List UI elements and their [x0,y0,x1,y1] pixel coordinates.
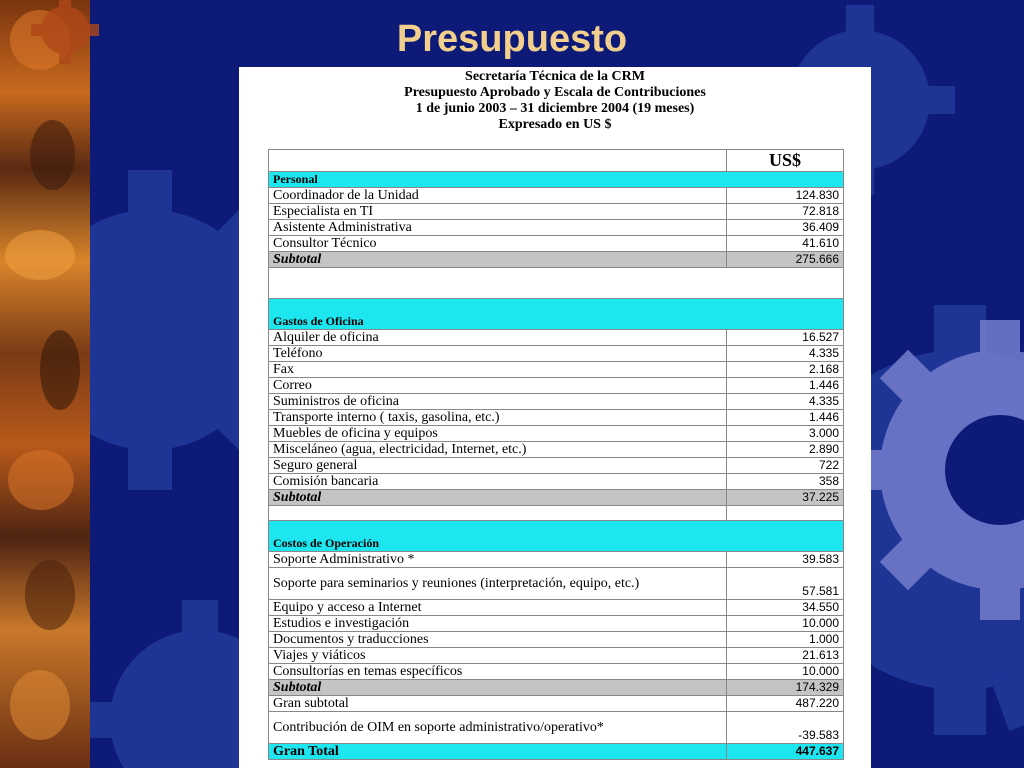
table-row [269,600,844,616]
row-amount: 1.000 [727,632,844,648]
row-amount: 3.000 [727,426,844,442]
table-row [269,220,844,236]
table-row [269,458,844,474]
subtotal-amount: 275.666 [727,252,844,268]
row-amount: 41.610 [727,236,844,252]
row-label: Fax [269,362,727,378]
table-row [269,632,844,648]
subtotal-row-costos [269,680,844,696]
slide-title: Presupuesto [396,18,628,60]
row-amount: 34.550 [727,600,844,616]
left-decorative-strip [0,0,90,768]
row-amount: 2.168 [727,362,844,378]
row-label: Soporte para seminarios y reuniones (interpretación, equipo, etc.) [269,568,727,600]
gran-total-row [269,744,844,760]
subtotal-label: Subtotal [269,490,727,506]
budget-table [268,149,844,760]
budget-document [239,67,871,768]
subtotal-amount: 174.329 [727,680,844,696]
table-row [269,426,844,442]
row-amount: 722 [727,458,844,474]
section-header-personal [269,172,844,188]
gran-subtotal-row [269,696,844,712]
header-line: 1 de junio 2003 – 31 diciembre 2004 (19 meses) [415,101,695,116]
table-row [269,410,844,426]
row-amount: 10.000 [727,664,844,680]
spacer-row [269,506,844,521]
table-row [269,188,844,204]
row-amount: 21.613 [727,648,844,664]
header-line: Secretaría Técnica de la CRM [465,69,645,84]
row-amount: -39.583 [727,712,844,744]
row-label: Suministros de oficina [269,394,727,410]
row-label: Viajes y viáticos [269,648,727,664]
row-amount: 36.409 [727,220,844,236]
header-line: Presupuesto Aprobado y Escala de Contribuciones [404,85,706,100]
row-label: Seguro general [269,458,727,474]
row-label: Gran subtotal [269,696,727,712]
table-row [269,552,844,568]
table-row [269,236,844,252]
table-row [269,442,844,458]
row-label: Transporte interno ( taxis, gasolina, etc.) [269,410,727,426]
row-label: Gran Total [269,744,727,760]
row-amount: 1.446 [727,410,844,426]
label-header-cell [269,150,727,172]
subtotal-label: Subtotal [269,680,727,696]
subtotal-row-gastos [269,490,844,506]
row-label: Coordinador de la Unidad [269,188,727,204]
table-row [269,362,844,378]
table-row [269,616,844,632]
row-amount: 57.581 [727,568,844,600]
row-label: Soporte Administrativo * [269,552,727,568]
currency-header: US$ [727,150,844,172]
row-label: Documentos y traducciones [269,632,727,648]
table-row [269,330,844,346]
section-title: Gastos de Oficina [269,299,844,330]
subtotal-amount: 37.225 [727,490,844,506]
row-label: Alquiler de oficina [269,330,727,346]
row-label: Contribución de OIM en soporte administrativo/operativo* [269,712,727,744]
row-amount: 16.527 [727,330,844,346]
row-label: Consultor Técnico [269,236,727,252]
table-row [269,474,844,490]
row-amount: 124.830 [727,188,844,204]
row-amount: 4.335 [727,394,844,410]
row-label: Especialista en TI [269,204,727,220]
row-amount: 358 [727,474,844,490]
row-amount: 1.446 [727,378,844,394]
row-amount: 2.890 [727,442,844,458]
row-amount: 39.583 [727,552,844,568]
section-header-costos [269,521,844,552]
row-label: Asistente Administrativa [269,220,727,236]
spacer-row [269,268,844,299]
row-amount: 487.220 [727,696,844,712]
table-row [269,346,844,362]
subtotal-label: Subtotal [269,252,727,268]
subtotal-row-personal [269,252,844,268]
row-label: Muebles de oficina y equipos [269,426,727,442]
header-line: Expresado en US $ [498,117,612,132]
row-label: Estudios e investigación [269,616,727,632]
table-row [269,568,844,600]
row-label: Consultorías en temas específicos [269,664,727,680]
row-amount: 4.335 [727,346,844,362]
row-label: Comisión bancaria [269,474,727,490]
table-row [269,648,844,664]
table-row [269,204,844,220]
row-label: Teléfono [269,346,727,362]
row-amount: 72.818 [727,204,844,220]
table-row [269,378,844,394]
row-label: Equipo y acceso a Internet [269,600,727,616]
section-header-gastos [269,299,844,330]
section-title: Costos de Operación [269,521,844,552]
row-amount: 447.637 [727,744,844,760]
row-amount: 10.000 [727,616,844,632]
table-row [269,664,844,680]
row-label: Correo [269,378,727,394]
table-row [269,394,844,410]
column-header-row [269,150,844,172]
row-label: Misceláneo (agua, electricidad, Internet, etc.) [269,442,727,458]
document-header [239,69,871,133]
section-title: Personal [269,172,844,188]
contribucion-row [269,712,844,744]
